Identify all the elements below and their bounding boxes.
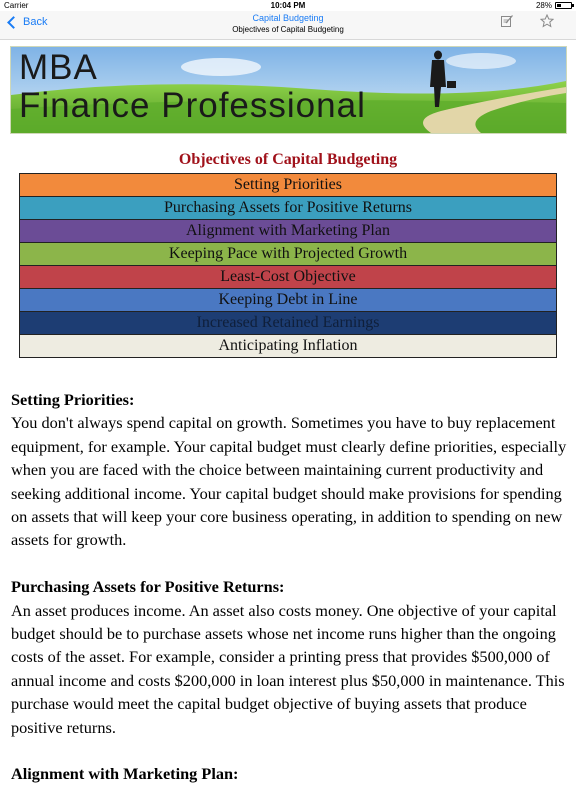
table-row <box>20 243 557 266</box>
battery-icon <box>555 2 572 9</box>
nav-subtitle: Objectives of Capital Budgeting <box>232 25 344 34</box>
carrier-label: Carrier <box>4 1 29 10</box>
banner-line-2: Finance Professional <box>19 86 366 125</box>
table-row <box>20 174 557 197</box>
section-paragraph: An asset produces income. An asset also costs money. One objective of your capital budget should be to purchase assets whose net income runs higher than the ongoing costs of the asset. For example, consider a printing press that provides $500,000 of annual income and costs $200,000 in loan interest plus $50,000 in maintenance. This purchase would meet the capital budget objective of buying assets that produce positive returns. <box>11 600 565 737</box>
clock: 10:04 PM <box>270 1 306 10</box>
table-row <box>20 312 557 335</box>
banner <box>10 46 567 134</box>
battery-indicator <box>536 1 572 10</box>
table-row <box>20 266 557 289</box>
objectives-table <box>19 173 557 358</box>
objective-debt-in-line: Keeping Debt in Line <box>20 289 557 312</box>
nav-actions <box>500 14 554 28</box>
objectives-title: Objectives of Capital Budgeting <box>178 151 398 168</box>
back-label: Back <box>23 16 48 28</box>
objective-inflation: Anticipating Inflation <box>20 335 557 358</box>
banner-line-1: MBA <box>19 48 98 87</box>
status-bar <box>0 0 576 11</box>
objective-marketing-alignment: Alignment with Marketing Plan <box>20 220 557 243</box>
nav-titles <box>0 12 576 35</box>
star-icon[interactable] <box>540 14 554 28</box>
table-row <box>20 197 557 220</box>
objective-retained-earnings: Increased Retained Earnings <box>20 312 557 335</box>
section-paragraph: You don't always spend capital on growth. Sometimes you have to buy replacement equipment, for example. Your capital budget must clearly define priorities, especially when you are faced with the choice between maintaining current productivity and seeking additional income. Your capital budget should make provisions for spending on assets that will keep your core business operating, in addition to spending on new assets for growth. <box>11 413 567 550</box>
navigation-bar <box>0 11 576 40</box>
battery-percent: 28% <box>535 1 552 10</box>
edit-icon[interactable] <box>500 14 514 28</box>
nav-title: Capital Budgeting <box>252 13 324 23</box>
section-heading: Setting Priorities: <box>11 390 135 409</box>
objective-projected-growth: Keeping Pace with Projected Growth <box>20 243 557 266</box>
objective-purchasing-assets: Purchasing Assets for Positive Returns <box>20 197 557 220</box>
table-row <box>20 220 557 243</box>
table-row <box>20 335 557 358</box>
section-heading: Alignment with Marketing Plan: <box>11 764 239 784</box>
article-body <box>11 388 571 786</box>
objective-least-cost: Least-Cost Objective <box>20 266 557 289</box>
objective-setting-priorities: Setting Priorities <box>20 174 557 197</box>
section-heading: Purchasing Assets for Positive Returns: <box>11 577 285 597</box>
table-row <box>20 289 557 312</box>
banner-title <box>19 49 366 125</box>
